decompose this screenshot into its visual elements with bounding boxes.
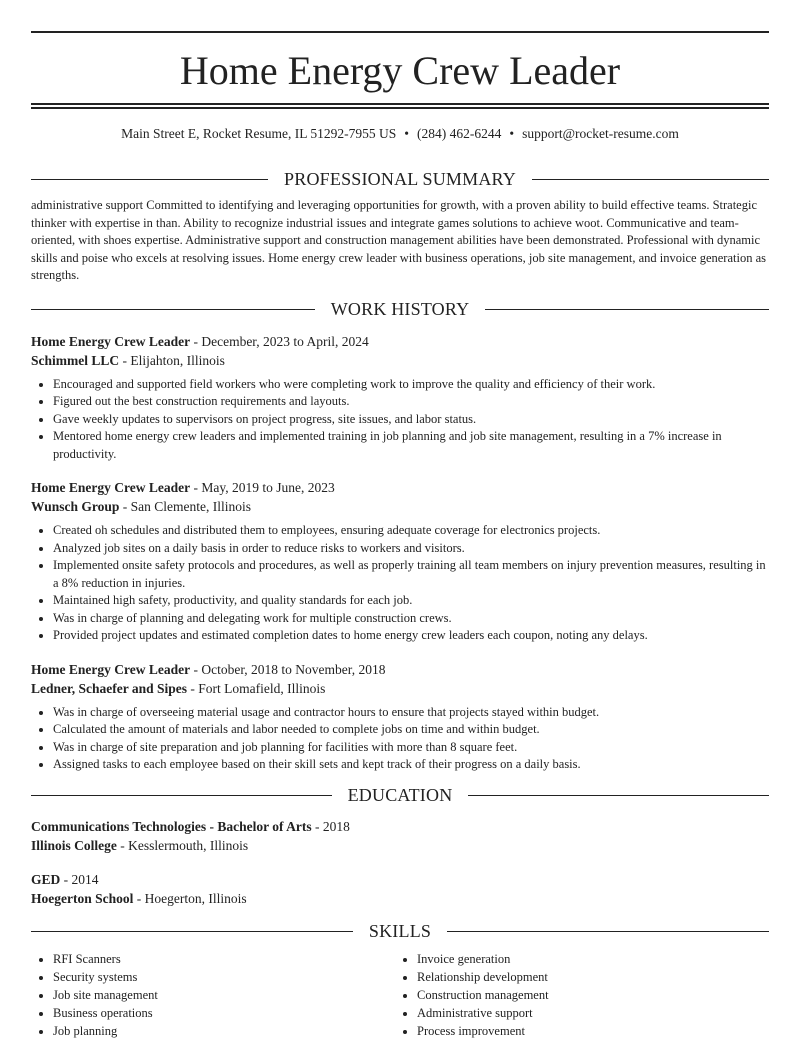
company-location: - San Clemente, Illinois [119,499,252,514]
job-dates: - December, 2023 to April, 2024 [190,333,369,349]
job-entry [31,660,769,774]
skill-item: • Security systems [53,968,395,986]
section-title: WORK HISTORY [330,299,470,319]
heading-rule [532,179,769,180]
job-bullets [31,376,769,464]
section-title: EDUCATION [347,785,453,805]
heading-rule [447,931,769,932]
skill-item: • Process improvement [417,1022,759,1040]
heading-rule [485,309,769,310]
section-heading-skills [31,920,769,944]
name-rule-1 [31,103,769,105]
degree-line [31,870,769,889]
section-heading-summary [31,167,769,191]
skills-bullets [31,950,395,1040]
address: Main Street E, Rocket Resume, IL 51292-7955 US [121,126,397,141]
skills-column-left [31,950,395,1040]
job-title-line [31,332,769,351]
job-bullet: • Assigned tasks to each employee based on their skill sets and kept track of their progress on a daily basis. [53,756,769,774]
job-bullet: • Was in charge of planning and delegating work for multiple construction crews. [53,610,769,628]
candidate-name: Home Energy Crew Leader [179,48,621,93]
job-bullet: • Was in charge of overseeing material usage and contractor hours to ensure that projects stayed within budget. [53,704,769,722]
heading-rule [31,179,268,180]
skill-item: • Administrative support [417,1004,759,1022]
skill-item: • Job site management [53,986,395,1004]
job-bullet: • Was in charge of site preparation and job planning for facilities with more than 8 square feet. [53,739,769,757]
skills-column-right [395,950,759,1040]
job-bullet: • Maintained high safety, productivity, and quality standards for each job. [53,592,769,610]
degree-line [31,817,769,836]
job-entry [31,478,769,645]
job-title-line [31,478,769,497]
school-name: Hoegerton School [31,890,134,906]
job-bullet: • Figured out the best construction requirements and layouts. [53,393,769,411]
job-bullet: • Encouraged and supported field workers who were completing work to improve the quality and efficiency of their work. [53,376,769,394]
skill-item: • RFI Scanners [53,950,395,968]
heading-rule [31,795,332,796]
skill-item: • Construction management [417,986,759,1004]
company-location: - Elijahton, Illinois [119,352,225,368]
heading-rule [468,795,769,796]
job-company-line [31,351,769,370]
section-heading-education [31,784,769,808]
school-location: - Hoegerton, Illinois [133,890,247,906]
job-company-line [31,679,769,698]
skills-bullets [395,950,759,1040]
skill-item: • Relationship development [417,968,759,986]
separator-dot: • [404,126,409,141]
education-entry [31,817,769,855]
school-line [31,836,769,855]
job-bullets [31,704,769,774]
company-name: Ledner, Schaefer and Sipes [31,680,188,696]
job-bullets [31,522,769,645]
degree-year: - 2018 [311,818,350,834]
job-bullet: • Created oh schedules and distributed them to employees, ensuring adequate coverage for electronics projects. [53,522,769,540]
heading-rule [31,309,315,310]
section-heading-work [31,298,769,322]
job-dates: - May, 2019 to June, 2023 [190,480,335,495]
heading-rule [31,931,353,932]
phone: (284) 462-6244 [416,126,502,141]
school-line [31,889,769,908]
skill-item: • Invoice generation [417,950,759,968]
section-title: PROFESSIONAL SUMMARY [284,168,516,189]
email-link[interactable]: support@rocket-resume.com [522,126,679,141]
skills-list [31,950,769,1040]
summary-text: administrative support Committed to identifying and leveraging opportunities for growth, with a proven ability to build effective teams. Strategic thinker with expertise in than. Ability to recognize industrial issues and integrate games solutions to achieve woot. Communicative and team-oriented, with shoes expertise. Administrative support and construction management abilities have been demonstrated. Professional with dynamic skills and poise who excels at resolving issues. Home energy crew leader with business operations, job site management, and invoice generation as strengths. [31,198,766,282]
job-bullet: • Calculated the amount of materials and labor needed to complete jobs on time and within budget. [53,721,769,739]
job-title: Home Energy Crew Leader [31,333,191,349]
job-title: Home Energy Crew Leader [31,480,191,495]
job-bullet: • Analyzed job sites on a daily basis in order to reduce risks to workers and visitors. [53,540,769,558]
contact-line [31,126,769,146]
separator-dot: • [509,126,515,141]
company-name: Wunsch Group [31,499,120,514]
school-name: Illinois College [31,837,117,853]
resume-page [31,31,769,1040]
section-title: SKILLS [368,921,432,941]
education-entry [31,870,769,908]
job-title-line [31,660,769,679]
skill-item: • Job planning [53,1022,395,1040]
job-dates: - October, 2018 to November, 2018 [190,661,386,677]
top-rule [31,31,769,33]
degree-year: - 2014 [60,871,99,887]
degree: GED [31,871,61,887]
job-bullet: • Gave weekly updates to supervisors on project progress, site issues, and labor status. [53,411,769,429]
job-entry [31,332,769,464]
company-name: Schimmel LLC [31,352,120,368]
school-location: - Kesslermouth, Illinois [116,837,249,853]
job-bullet: • Provided project updates and estimated completion dates to home energy crew leaders each coupon, noting any delays. [53,627,769,645]
name-rule-2 [31,107,769,109]
job-company-line [31,497,769,516]
job-title: Home Energy Crew Leader [31,661,191,677]
job-bullet: • Mentored home energy crew leaders and implemented training in job planning and job site management, resulting in a 7% increase in productivity. [53,428,769,463]
company-location: - Fort Lomafield, Illinois [187,680,326,696]
skill-item: • Business operations [53,1004,395,1022]
job-bullet: • Implemented onsite safety protocols and procedures, as well as properly training all team members on injury prevention measures, resulting in a 8% reduction in injuries. [53,557,769,592]
degree: Communications Technologies - Bachelor of Arts [31,818,312,834]
